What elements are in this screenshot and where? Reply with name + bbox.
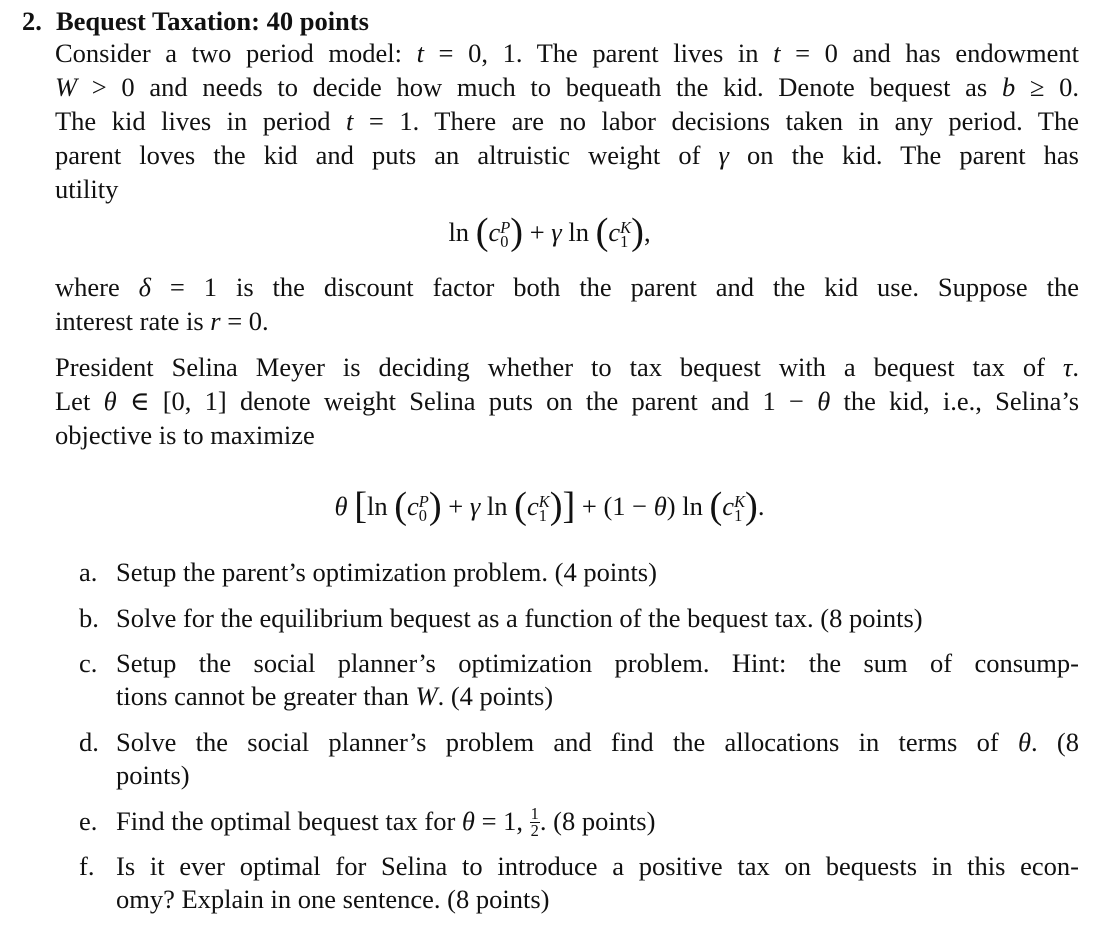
question-title: Bequest Taxation: 40 points bbox=[56, 6, 369, 36]
document-page: 2. Bequest Taxation: 40 points Consider a two period model: t = 0, 1. The parent lives in t = 0 and has endowment W > 0 and needs to decide how much to bequeath the kid. Denote bequest as b ≥ 0. The kid lives in period t = 1. There are no labor decisions taken in any period. The parent loves the kid and puts an altruistic weight of γ on the kid. The parent has utility ln (cP 0 ) + γ ln (cK 1 ), where δ = 1 is the discount factor both the parent and the kid use. Suppose the interest rate is r = 0. President Selina Meyer is deciding whether to tax bequest with a bequest tax of τ. Let θ ∈ [0, 1] denote weight Selina puts on the parent and 1 − θ the kid, i.e., Selina’s objective is to maximize θ [ln (cP 0 ) + γ ln (cK 1 )] + (1 − θ) ln (cK 1 ). a. Setup the parent’s optimization problem. (4 points) b. Solve for the equilibrium bequest as a function of the bequest tax. (8 points) c. Setup the social planner’s optimization problem. Hint: the sum of consump- tions cannot be greater than W. (4 points) d. Solve the social planner’s problem and find the allocations in terms of θ. (8 points) e. Find the optimal bequest tax for θ = 1, $\frac{1}{2}$ . (8 points) f. Is it ever optimal for Selina to introduce a positive tax on bequests in this econ- omy? Explain in one sentence. (8 points) bbox=[0, 0, 1099, 934]
parent-utility-equation: ln (cP 0 ) + γ ln (cK 1 ), bbox=[448, 211, 651, 254]
one-half-fraction: $\frac{1}{2}$ bbox=[530, 804, 539, 840]
where-line-2: interest rate is r = 0. bbox=[55, 306, 269, 336]
planner-objective-equation: θ [ln (cP 0 ) + γ ln (cK 1 )] + (1 − θ) ln (cK 1 ). bbox=[334, 485, 765, 528]
intro-line-2: W > 0 and needs to decide how much to bequeath the kid. Denote bequest as b ≥ 0. bbox=[55, 72, 1079, 102]
question-heading bbox=[22, 2, 369, 40]
where-line-1: where δ = 1 is the discount factor both the parent and the kid use. Suppose the bbox=[55, 272, 1079, 302]
president-line-3: objective is to maximize bbox=[55, 420, 315, 450]
intro-line-1: Consider a two period model: t = 0, 1. The parent lives in t = 0 and has endowment bbox=[55, 38, 1079, 68]
question-number: 2. bbox=[22, 6, 42, 36]
intro-line-5: utility bbox=[55, 174, 119, 204]
intro-line-4: parent loves the kid and puts an altruistic weight of γ on the kid. The parent has bbox=[55, 140, 1079, 170]
intro-line-3: The kid lives in period t = 1. There are no labor decisions taken in any period. The bbox=[55, 106, 1079, 136]
where-paragraph bbox=[55, 270, 1079, 338]
president-line-2: Let θ ∈ [0, 1] denote weight Selina puts on the parent and 1 − θ the kid, i.e., Selina’s bbox=[55, 386, 1080, 416]
intro-paragraph bbox=[55, 36, 1079, 206]
president-paragraph bbox=[55, 350, 1079, 452]
president-line-1: President Selina Meyer is deciding whether to tax bequest with a bequest tax of τ. bbox=[55, 352, 1079, 382]
